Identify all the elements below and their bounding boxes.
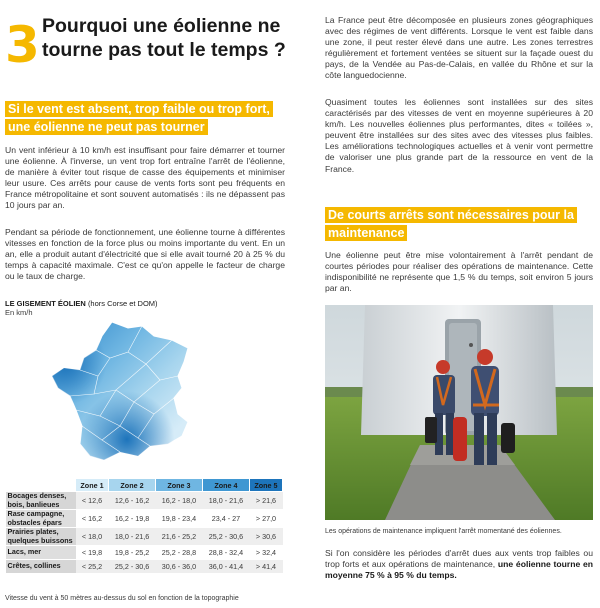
map-title-note: (hors Corse et DOM) — [87, 299, 158, 308]
france-wind-map — [50, 318, 210, 478]
table-cell: > 32,4 — [249, 546, 282, 560]
table-row — [6, 492, 283, 510]
table-row-label: Lacs, mer — [6, 546, 76, 560]
table-cell: < 19,8 — [76, 546, 109, 560]
subheading-maintenance-text: De courts arrêts sont nécessaires pour la maintenance — [325, 207, 577, 241]
table-header-zone3: Zone 3 — [156, 479, 203, 492]
table-cell: < 12,6 — [76, 492, 109, 510]
map-unit: En km/h — [5, 308, 33, 317]
table-cell: > 21,6 — [249, 492, 282, 510]
map-title — [5, 299, 158, 308]
table-cell: 25,2 - 30,6 — [202, 528, 249, 546]
paragraph-wind-regions: La France peut être décomposée en plusieurs zones géographiques avec des régimes de vent différents. Lorsque le vent est faible dans une zone, il peut rester élevé dans une autre. Les zones terrestres régulièrement et fortement ventées se situent sur la façade ouest du pays, de la Vendée au Pas-de-Calais, en vallée du Rhône et sur la côte languedocienne. — [325, 15, 593, 81]
table-header-zone2: Zone 2 — [109, 479, 156, 492]
paragraph-maintenance: Une éolienne peut être mise volontairement à l'arrêt pendant de courtes périodes pour réaliser des opérations de maintenance. Cette indisponibilité ne représente que 1,5 % du temps, soit environ 5 jours par an. — [325, 250, 593, 294]
subheading-wind — [5, 100, 290, 136]
map-title-main: LE GISEMENT ÉOLIEN — [5, 299, 86, 308]
table-cell: 18,0 - 21,6 — [202, 492, 249, 510]
table-cell: > 27,0 — [249, 510, 282, 528]
table-header-zone1: Zone 1 — [76, 479, 109, 492]
paragraph-wind-limits: Un vent inférieur à 10 km/h est insuffisant pour faire démarrer et tourner une éolienne. À l'inverse, un vent trop fort entraîne l'arrêt de l'éolienne, de manière à éviter tout risque de casse des équipements et minimiser leur usure. Ces arrêts pour cause de vents forts sont peu fréquents en France métropolitaine et sont souvent automatisés : ils ne dépassent pas 10 jours par an. — [5, 145, 285, 211]
section-heading — [5, 12, 290, 92]
black-bag — [501, 423, 515, 453]
table-cell: > 41,4 — [249, 560, 282, 574]
table-header-row — [6, 479, 283, 492]
maintenance-photo — [325, 305, 593, 520]
table-cell: > 30,6 — [249, 528, 282, 546]
paragraph-load-factor: Pendant sa période de fonctionnement, une éolienne tourne à différentes vitesses en fonction de la force plus ou moins importante du vent. En un an, elle a produit autant d'électricité que si elle avait tourné 20 à 25 % du temps à capacité maximale. C'est ce qu'on appelle le facteur de charge ou le taux de charge. — [5, 227, 285, 282]
table-cell: 19,8 - 23,4 — [156, 510, 203, 528]
photo-caption: Les opérations de maintenance impliquent l'arrêt momentané des éoliennes. — [325, 528, 562, 535]
table-row — [6, 528, 283, 546]
table-row — [6, 560, 283, 574]
table-cell: 25,2 - 28,8 — [156, 546, 203, 560]
table-cell: 18,0 - 21,6 — [109, 528, 156, 546]
table-cell: 28,8 - 32,4 — [202, 546, 249, 560]
table-row — [6, 510, 283, 528]
table-cell: 30,6 - 36,0 — [156, 560, 203, 574]
table-row-label: Rase campagne, obstacles épars — [6, 510, 76, 528]
section-number: 3 — [5, 16, 40, 74]
conclusion-text: Si l'on considère les périodes d'arrêt dues aux vents trop faibles ou trop forts et aux opérations de maintenance, — [325, 548, 593, 570]
table-cell: 16,2 - 19,8 — [109, 510, 156, 528]
page-title: Pourquoi une éolienne ne tourne pas tout le temps ? — [42, 15, 286, 61]
table-header-blank — [6, 479, 76, 492]
table-row-label: Bocages denses, bois, banlieues — [6, 492, 76, 510]
paragraph-turbine-sites: Quasiment toutes les éoliennes sont installées sur des sites caractérisés par des vitesses de vent en moyenne supérieures à 20 km/h. Les nouvelles éoliennes plus performantes, dites « toilées », peuvent être installées sur des sites avec des vitesses plus faibles. Les améliorations technologiques actuelles et à venir vont permettre de valoriser une plus grande part de la ressource en vent de la France. — [325, 97, 593, 174]
table-cell: < 16,2 — [76, 510, 109, 528]
conclusion-bold: une éolienne tourne en moyenne 75 % à 95 % du temps. — [325, 559, 593, 581]
table-cell: 21,6 - 25,2 — [156, 528, 203, 546]
paragraph-conclusion — [325, 548, 593, 581]
table-row-label: Prairies plates, quelques buissons — [6, 528, 76, 546]
table-cell: < 25,2 — [76, 560, 109, 574]
table-header-zone5: Zone 5 — [249, 479, 282, 492]
table-cell: 23,4 - 27 — [202, 510, 249, 528]
subheading-wind-text: Si le vent est absent, trop faible ou trop fort, une éolienne ne peut pas tourner — [5, 101, 273, 135]
table-row-label: Crêtes, collines — [6, 560, 76, 574]
table-cell: 19,8 - 25,2 — [109, 546, 156, 560]
table-row — [6, 546, 283, 560]
table-cell: 25,2 - 30,6 — [109, 560, 156, 574]
map-note: Vitesse du vent à 50 mètres au-dessus du sol en fonction de la topographie — [5, 595, 239, 602]
table-cell: < 18,0 — [76, 528, 109, 546]
subheading-maintenance — [325, 206, 593, 242]
table-cell: 12,6 - 16,2 — [109, 492, 156, 510]
table-header-zone4: Zone 4 — [202, 479, 249, 492]
red-bag — [453, 417, 467, 461]
wind-zones-table — [5, 478, 283, 574]
table-cell: 16,2 - 18,0 — [156, 492, 203, 510]
table-cell: 36,0 - 41,4 — [202, 560, 249, 574]
